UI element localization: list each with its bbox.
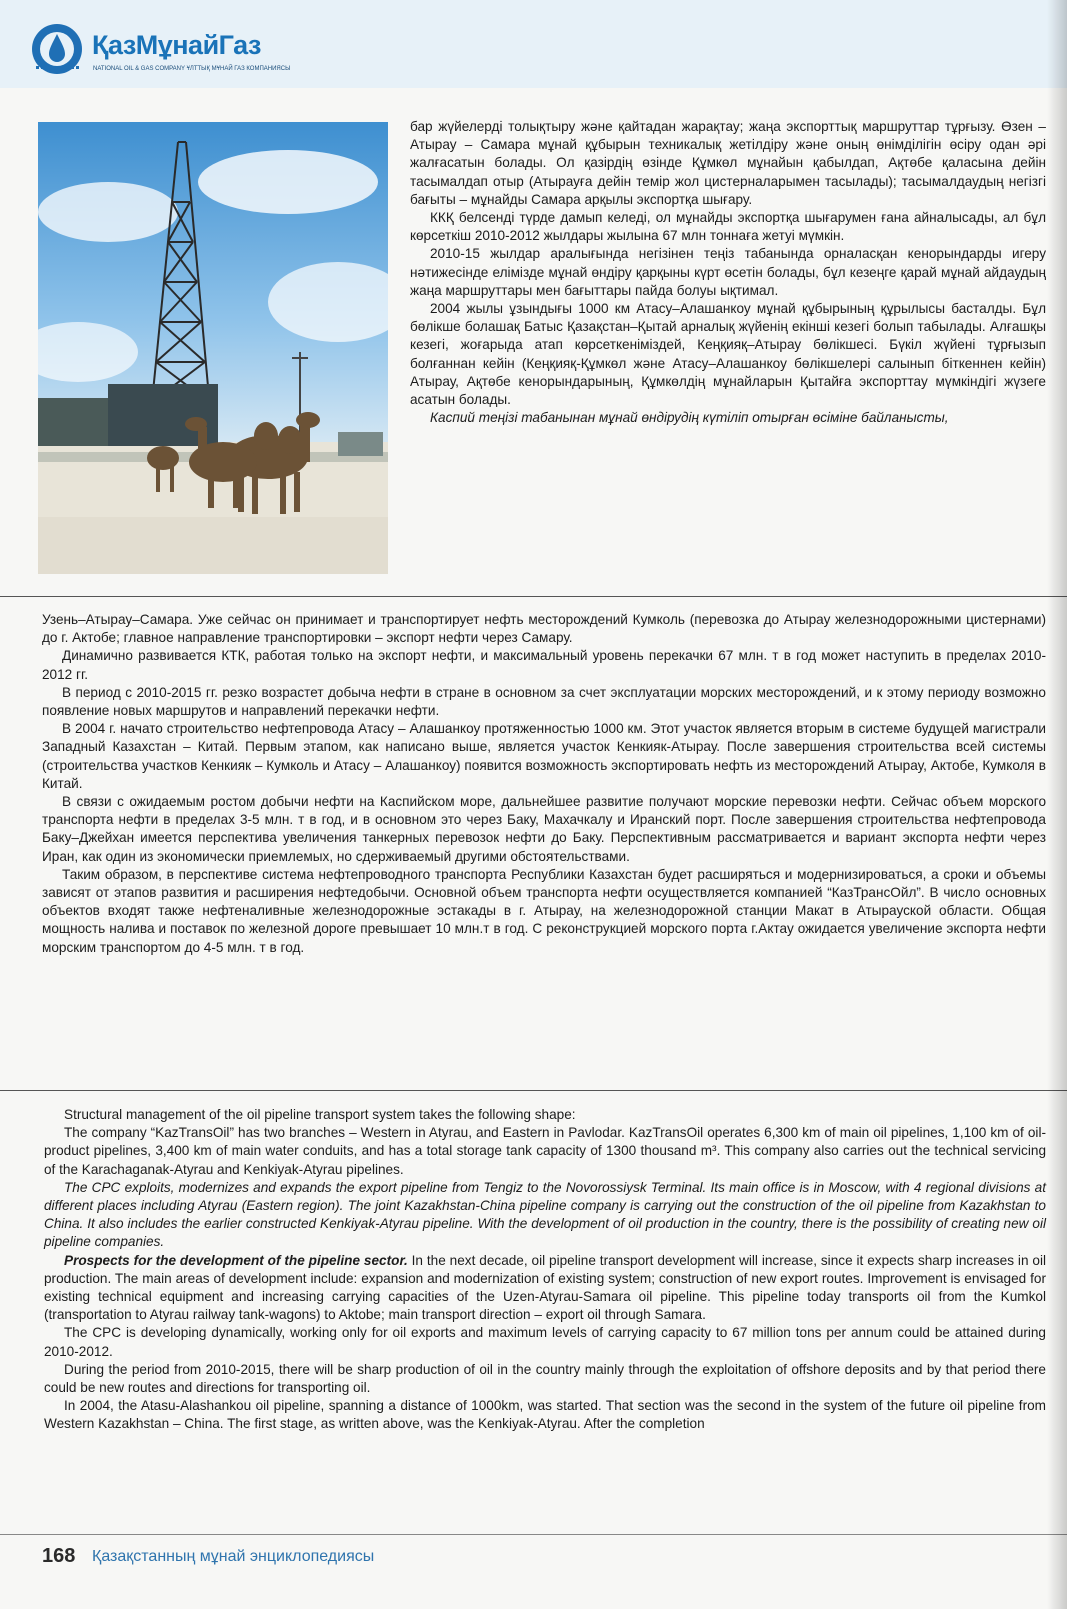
en-paragraph: The CPC is developing dynamically, working only for oil exports and maximum levels of carrying capacity to 67 million tons per annum could be attained during 2010-2012.: [44, 1325, 1046, 1359]
book-title: Қазақстанның мұнай энциклопедиясы: [92, 1548, 375, 1565]
section-heading: Prospects for the development of the pipeline sector.: [64, 1252, 408, 1268]
footer-divider: [0, 1534, 1067, 1535]
kz-paragraph: Каспий теңізі табанынан мұнай өндірудің күтіліп отырған өсіміне байланысты,: [430, 410, 949, 426]
page-number: 168: [42, 1545, 76, 1567]
en-paragraph: The company “KazTransOil” has two branches – Western in Atyrau, and Eastern in Pavlodar. KazTransOil operates 6,300 km of main oil pipelines, 1,100 km of oil-product pipelines, 3,400 km of main water conduits, and has a total storage tank capacity of 1300 thousand m³. This company also carries out the technical servicing of the Karachaganak-Atyrau and Kenkiyak-Atyrau pipelines.: [44, 1125, 1046, 1177]
en-paragraph-text: In the next decade, oil pipeline transport development will increase, since it expects sharp increases in oil production. The main areas of development include: expansion and modernization of existing system; construction of new export routes. Improvement is envisaged for existing technical equipment and increasing carrying capacities of the Uzen-Atyrau-Samara oil pipeline. This pipeline today transports oil from the Kumkol (transportation to Atyrau railway tank-wagons) to Aktobe; main transport direction – export oil through Samara.: [44, 1252, 1047, 1323]
kz-paragraph: 2010-15 жылдар аралығында негізінен теңіз табанында орналасқан кенорындарды игеру нәтижесінде елімізде мұнай өндіру қарқыны күрт өсетін болады, бұл кезеңге қарай мұнай айдаудың жаңа маршруттары мен бағыттары пайда болуы ықтимал.: [410, 246, 1046, 298]
en-paragraph: In 2004, the Atasu-Alashankou oil pipeline, spanning a distance of 1000km, was started. That section was the second in the system of the future oil pipeline from Western Kazakhstan – China. The first stage, as written above, was the Kenkiyak-Atyrau. After the completion: [44, 1398, 1046, 1432]
en-paragraph: [44, 1252, 1046, 1325]
ru-paragraph: В 2004 г. начато строительство нефтепровода Атасу – Алашанкоу протяженностью 1000 км. Этот участок является вторым в системе будущей магистрали Западный Казахстан – Китай. Первым этапом, как написано выше, является участок Кенкияк-Атырау. После завершения строительства всей системы (строительства участков Кенкияк – Кумколь и Атасу – Алашанкоу) появится возможность экспортировать нефть из месторождений Атырау, Актобе, Кумколя в Китай.: [42, 721, 1046, 791]
russian-text-block: [42, 611, 1046, 957]
oil-rig-camels-photo: [38, 122, 388, 574]
kazmunaigas-logo-icon: [30, 22, 84, 76]
en-paragraph: During the period from 2010-2015, there will be sharp production of oil in the country mainly through the exploitation of offshore deposits and by that period there could be new routes and directions for transporting oil.: [44, 1361, 1046, 1396]
section-divider: [0, 1090, 1067, 1091]
brand-tagline: NATIONAL OIL & GAS COMPANY ҰЛТТЫҚ МҰНАЙ ГАЗ КОМПАНИЯСЫ: [93, 66, 291, 72]
brand-name: ҚазМұнайГаз: [92, 30, 261, 60]
english-text-block: [44, 1106, 1046, 1434]
ru-paragraph: Таким образом, в перспективе система нефтепроводного транспорта Республики Казахстан будет расширяться и модернизироваться, а сроки и объемы зависят от этапов развития и расширения нефтедобычи. Основной объем транспорта нефти осуществляется компанией “КазТрансОйл”. В число основных объектов входят также нефтеналивные железнодорожные эстакады в г. Атырау, на железнодорожной станции Макат в Атырауской области. Общая мощность налива и поставок по железной дороге превышает 10 млн.т в год. С реконструкцией морского порта г.Актау ожидается увеличение экспорта нефти морским транспортом до 4-5 млн. т в год.: [42, 866, 1046, 955]
ru-paragraph: В связи с ожидаемым ростом добычи нефти на Каспийском море, дальнейшее развитие получают морские перевозки нефти. Сейчас объем морского транспорта нефти в пределах 3-5 млн. т в год, и в основном это через Баку, Махачкалу и Иранский порт. После завершения строительства нефтепровода Баку–Джейхан имеется перспектива увеличения танкерных перевозок нефти до Баку. Перспективным рассматривается и вариант экспорта нефти через Иран, как один из экономически приемлемых, но сдерживаемый другими обстоятельствами.: [42, 794, 1046, 864]
ru-paragraph: Узень–Атырау–Самара. Уже сейчас он принимает и транспортирует нефть месторождений Кумколь (перевозка до Атырау железнодорожными цистернами) до г. Актобе; главное направление транспортировки – экспорт нефти через Самару.: [42, 612, 1046, 646]
kazakh-text-block: [410, 118, 1046, 427]
ru-paragraph: В период с 2010-2015 гг. резко возрастет добыча нефти в стране в основном за счет эксплуатации морских месторождений, и к этому периоду возможно появление новых маршрутов и направлений перекачки нефти.: [42, 684, 1046, 719]
page-edge-shadow: [1047, 0, 1067, 1609]
en-paragraph: The CPC exploits, modernizes and expands the export pipeline from Tengiz to the Novorossiysk Terminal. Its main office is in Moscow, with 4 regional divisions at different places including Atyrau (Eastern region). The joint Kazakhstan-China pipeline company is carrying out the construction of the oil pipeline from Kazakhstan to China. It also includes the earlier constructed Kenkiyak-Atyrau pipeline. With the development of oil production in the country, there is the possibility of creating new oil pipeline companies.: [44, 1179, 1046, 1250]
kz-paragraph: 2004 жылы ұзындығы 1000 км Атасу–Алашанкоу мұнай құбырының құрылысы басталды. Бұл бөлікше болашақ Батыс Қазақстан–Қытай арналық жүйенің екінші кезегі болып табылады. Алғашқы кезегі, жоғарыда атап көрсеткеніміздей, Кеңқияқ–Атырау бөлікшесі. Бүкіл жүйені тұрғызып болғаннан кейін (Кеңқияқ-Құмкөл және Атасу–Алашанкоу бөлікшелері салынып біткеннен кейін) Атырау, Ақтөбе кенорындарының, Құмкөлдің мұнайларын Қытайға экспорттау мүмкіндігі жүзеге асатын болады.: [410, 301, 1046, 408]
page-header: [0, 0, 1067, 88]
en-paragraph: Structural management of the oil pipeline transport system takes the following shape:: [64, 1107, 576, 1122]
ru-paragraph: Динамично развивается КТК, работая только на экспорт нефти, и максимальный уровень перекачки 67 млн. т в год может наступить в пределах 2010-2012 гг.: [42, 648, 1046, 682]
kz-paragraph: ККҚ белсенді түрде дамып келеді, ол мұнайды экспортқа шығарумен ғана айналысады, ал бұл көрсеткіш 2010-2012 жылдары жылына 67 млн тоннаға жетуі мүмкін.: [410, 210, 1046, 244]
kz-paragraph: бар жүйелерді толықтыру және қайтадан жарақтау; жаңа экспорттық маршруттар тұрғызу. Өзен – Атырау – Самара мұнай құбырын техникалық жетілдіру және оның өнімділігін өсіру одан әрі жалғасатын болады. Ол қазірдің өзінде Құмкөл мұнайын қабылдап, Ақтөбе қаласына дейін тасымалдап отыр (Атырауға дейін темір жол цистерналарымен тасылады); тасымалдаудың негізгі бағыты – мұнайды Самара арқылы экспортқа шығару.: [410, 119, 1046, 207]
section-divider: [0, 596, 1067, 597]
